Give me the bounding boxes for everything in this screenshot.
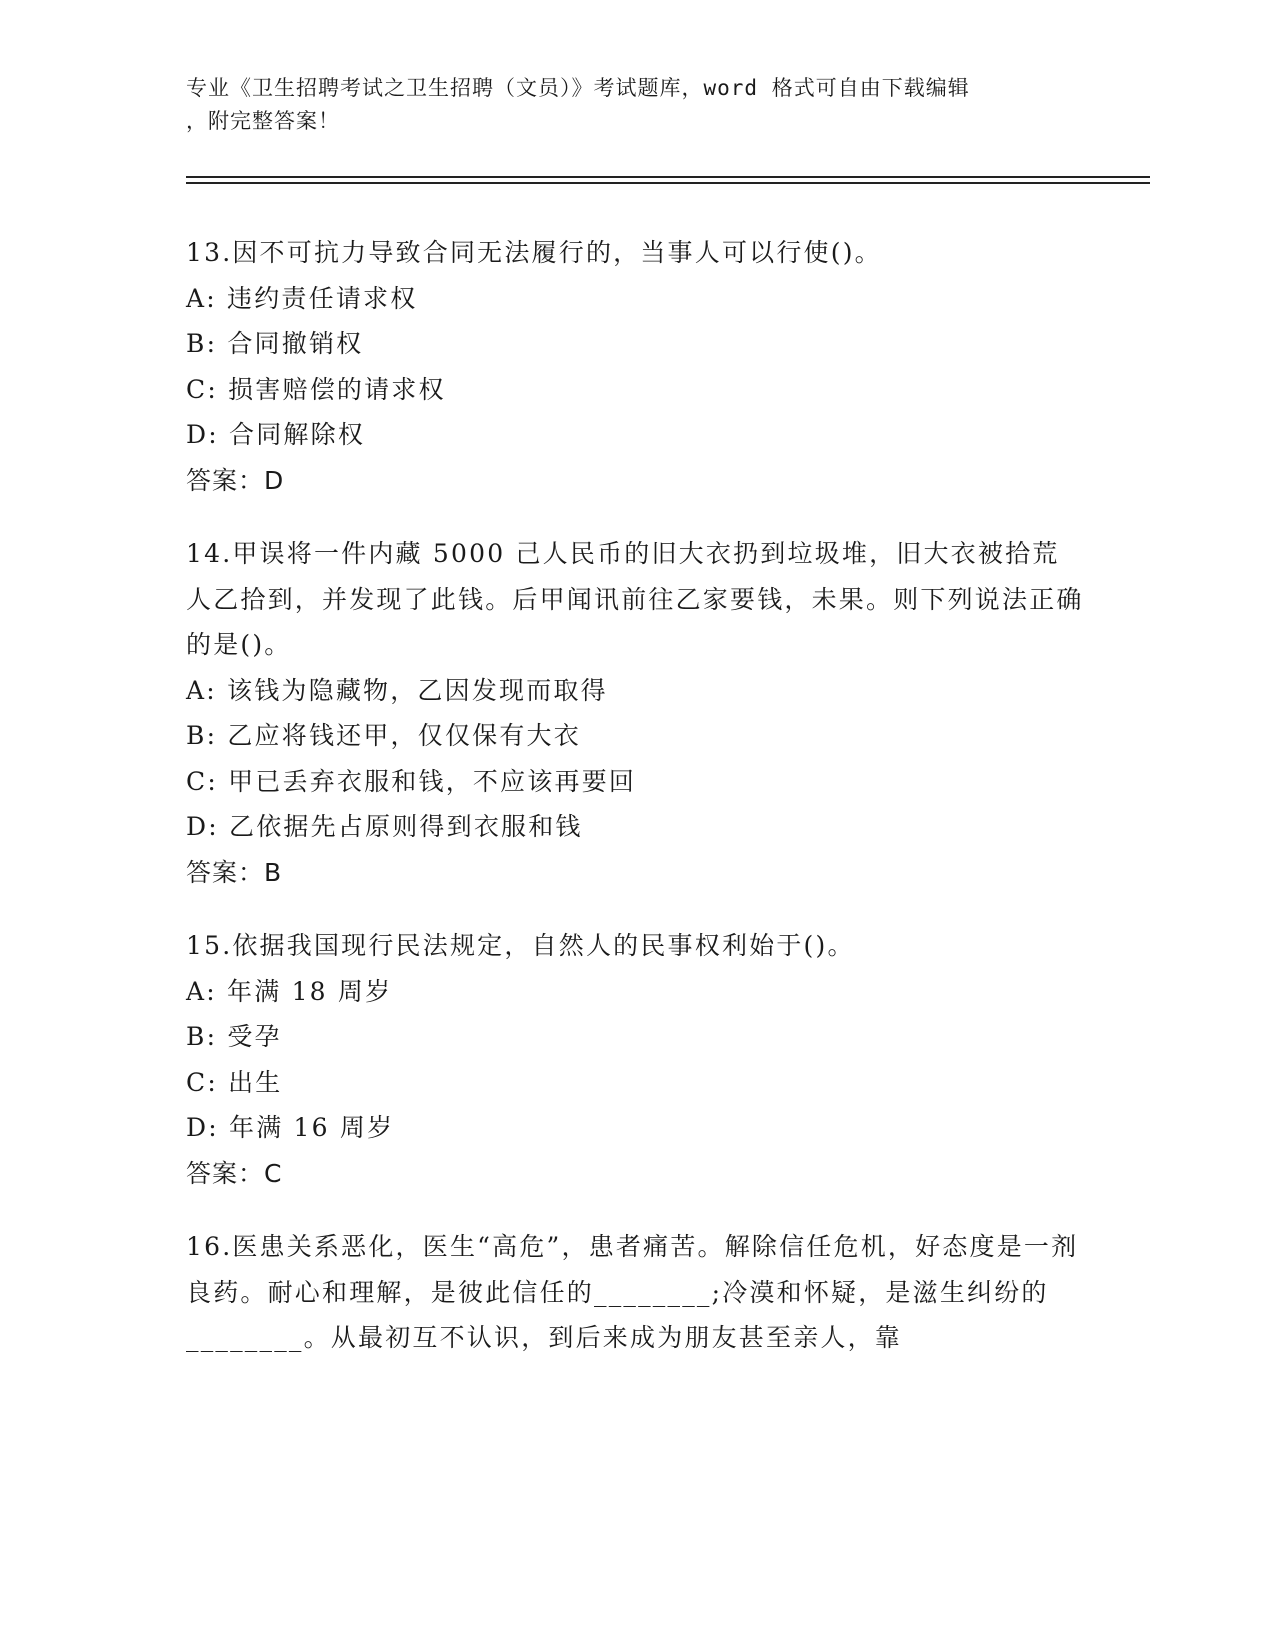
option-d: D: 年满 16 周岁 (186, 1113, 395, 1142)
question-16 (186, 1224, 1086, 1361)
answer-line: 答案：D (186, 465, 285, 495)
header-rule-top (186, 176, 1150, 178)
option-c: C: 出生 (186, 1067, 283, 1097)
header-line-1: 专业《卫生招聘考试之卫生招聘（文员）》考试题库，word 格式可自由下载编辑 (186, 76, 970, 100)
option-d: D: 乙依据先占原则得到衣服和钱 (186, 812, 583, 841)
option-b: B: 合同撤销权 (186, 329, 364, 358)
option-c: C: 损害赔偿的请求权 (186, 374, 446, 404)
document-header (186, 72, 1066, 138)
question-stem: 14.甲误将一件内藏 5000 己人民币的旧大衣扔到垃圾堆，旧大衣被拾荒人乙拾到，并发现了此钱。后甲闻讯前往乙家要钱，未果。则下列说法正确的是()。 (186, 539, 1084, 659)
option-d: D: 合同解除权 (186, 420, 366, 449)
question-stem: 13.因不可抗力导致合同无法履行的，当事人可以行使()。 (186, 238, 882, 267)
question-14 (186, 531, 1086, 895)
question-stem: 16.医患关系恶化，医生“高危”，患者痛苦。解除信任危机，好态度是一剂良药。耐心和理解，是彼此信任的________;冷漠和怀疑，是滋生纠纷的________。从最初互不认识，到后来成为朋友甚至亲人，靠 (186, 1232, 1079, 1352)
question-stem: 15.依据我国现行民法规定，自然人的民事权利始于()。 (186, 931, 855, 960)
question-list (186, 230, 1086, 1389)
option-a: A: 该钱为隐藏物，乙因发现而取得 (186, 675, 608, 705)
answer-line: 答案：C (186, 1158, 283, 1188)
header-rule-bottom (186, 182, 1150, 184)
option-b: B: 受孕 (186, 1022, 282, 1051)
option-a: A: 年满 18 周岁 (186, 976, 393, 1006)
question-13 (186, 230, 1086, 503)
answer-line: 答案：B (186, 857, 283, 887)
header-line-2: ，附完整答案！ (186, 109, 340, 133)
option-b: B: 乙应将钱还甲，仅仅保有大衣 (186, 721, 581, 750)
option-a: A: 违约责任请求权 (186, 283, 418, 313)
option-c: C: 甲已丢弃衣服和钱，不应该再要回 (186, 766, 637, 796)
question-15 (186, 923, 1086, 1196)
